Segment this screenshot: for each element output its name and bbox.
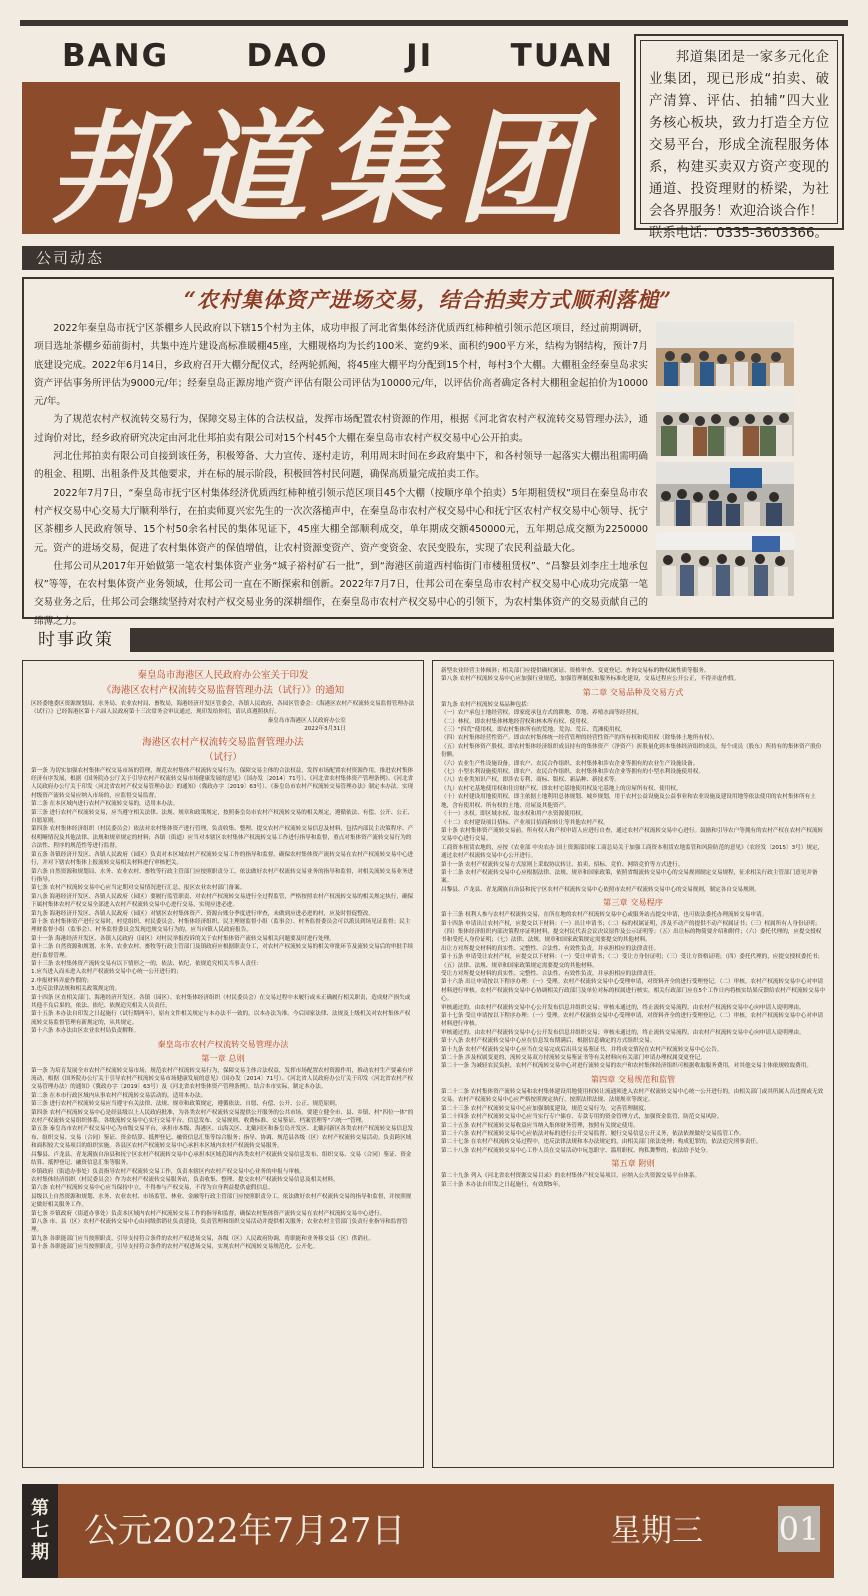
policy-paragraph: 第二条 在本市行政区域内从事农村产权流转交易活动的，适用本办法。 bbox=[31, 1092, 207, 1099]
policy-paragraph: 第二十四条 农村产权流转交易中心应当实行专户储存、专款专用的资金管理方式，加强资金监管，防范交易风险。 bbox=[441, 1114, 723, 1121]
policy-paragraph: 第十条 各职能部门应当按照职责，引导支持符合条件的农村产权进场交易，实现农村产权流转交易规范化、公开化。 bbox=[31, 1244, 319, 1251]
news-paragraph: 仕邦公司从2017年开始做第一笔农村集体资产业务“城子裕村矿石一批”，到“海港区前道西村临街门市楼租赁权”、“昌黎县刘李庄土地承包权”等等，在农村集体资产业务领域，仕邦公司一直在不断探索和创新。2022年7月7日，仕邦公司在秦皇岛市农村产权交易中心成功完成第一笔交易业务之后，仕邦公司会继续坚持对农村产权交易业务的深耕细作，在秦皇岛市农村产权交易中心的引领下，为农村集体资产的交易贡献自己的绵薄之力。 bbox=[34, 560, 648, 627]
policy-paragraph: 第九条 海港经济开发区、各镇人民政府（园区）对辖区农村集体资产、资源台账分季度进行审查，未做到应进必进的村，应及时督促整改。 bbox=[31, 910, 374, 917]
policy-paragraph: 县级以上自然资源和规划、水务、农业农村、市场监管、林业、金融等行政主管部门应按照职责分工，依法做好农村产权流转交易的指导和监督，并按照规定做好相关服务工作。 bbox=[31, 1193, 412, 1209]
policy-paragraph: 农村集体经济组织（村民委员会）作为农村产权流转交易服务站，负责收集、整理、提交农村产权流转交易信息及相关材料。 bbox=[31, 1176, 339, 1183]
policy-paragraph: 第四条 农村产权流转交易中心是经县级以上人民政府批准，为各类农村产权流转交易提供公开服务的公共市场。要建立健全市、县、乡镇、村“四位一体”的农村产权流转交易组织体系，各级流转交易中心实行交易平台、信息发布、交易规则、收费标准、交易鉴证、档案管理等“六统一”管理。 bbox=[31, 1109, 414, 1125]
publish-date: 公元2022年7月27日 bbox=[84, 1511, 406, 1551]
news-photos bbox=[656, 322, 794, 602]
latin-word: BANG bbox=[62, 38, 170, 74]
policy-paragraph: 第十四条 申请出让农村产权，应提交以下材料：（一）出让申请书；（二）标的权属证明，涉及不动产的提供不动产权属证书；（三）权属所有人身份证明；（四）集体经济组织内部决策程序证明材料，提交村民代表会议决议原件及公示证明等；（五）出让标的物简要介绍和附件；（六）委托代理的，应提交授权书和受托人身份证明；（七）法律、法规、规章和国家政策规定需要提交的其他材料。 bbox=[441, 920, 822, 944]
policy-paragraph: 审核通过的，由农村产权流转交易中心公开发布信息并组织交易；审核未通过的，终止流转交易流程，由农村产权流转交易中心向申请人说明理由。 bbox=[441, 1004, 805, 1011]
policy-heading: 第四章 交易规范和监管 bbox=[590, 1073, 676, 1084]
policy-paragraph: 第三条 进行农村产权流转交易，应当遵守相关法律、法规、规章和政策规定，按照秦皇岛市农村产权流转交易的相关规定，遵循依法、有偿、公开、公正、自愿原则。 bbox=[31, 809, 414, 825]
policy-heading: 秦皇岛市海港区人民政府办公室关于印发 bbox=[137, 670, 309, 681]
page-number: 01 bbox=[778, 1506, 820, 1552]
policy-paragraph: 第二十七条 在农村产权流转交易过程中，违反法律法规和本办法规定的，由相关部门依法处理；构成犯罪的，依法追究刑事责任。 bbox=[441, 1139, 762, 1146]
policy-paragraph: （十二）农村建设项目招标、产业项目招商和转让等其他农村产权。 bbox=[441, 819, 609, 826]
policy-paragraph: 第二十八条 农村产权流转交易中心工作人员在交易活动中玩忽职守、滥用职权、徇私舞弊的，依法给予处分。 bbox=[441, 1147, 712, 1154]
policy-paragraph: 3.违反法律法规和相关政策规定的。 bbox=[31, 986, 121, 993]
top-rule bbox=[20, 20, 848, 26]
policy-paragraph: 第二十二条 农村集体资产流转交易和农村集体建设用地使用权转让流通须进入农村产权流转交易中心统一公开进行的，由相关部门或其所属人员违规或无效交易。农村产权流转交易中心应严格按照规定执行，按照法律法规、法规规章等规定。 bbox=[441, 1088, 824, 1104]
news-paragraph: 为了规范农村产权流转交易行为，保障交易主体的合法权益，发挥市场配置农村资源的作用，根据《河北省农村产权流转交易管理办法》，通过询价对比，经乡政府研究决定由河北仕邦拍卖有限公司对15个村45个大棚在秦皇岛市农村产权交易中心公开拍卖。 bbox=[34, 414, 648, 444]
policy-paragraph: 第五条 各镇经济开发区、各镇人民政府（园区）负责对本区域农村产权流转交易工作的指导和监督，确保农村集体资产流转交易在农村产权流转交易中心进行，并对下辖农村集体上报流转交易相关材料进行审核把关。 bbox=[31, 851, 414, 867]
news-headline: “农村集体资产进场交易，结合拍卖方式顺利落槌” bbox=[183, 287, 673, 312]
policy-paragraph: 第三十条 本办法自印发之日起施行，有效期5年。 bbox=[441, 1181, 564, 1188]
policy-paragraph: 第十八条 农村产权流转交易中心应在信息发布期满后，根据信息确定的方式组织交易。 bbox=[441, 1038, 656, 1045]
policy-paragraph: 第十三条 农村集体资产流转交易有以下情形之一的，依法、依纪、依规追究相关当事人责任： bbox=[31, 960, 263, 967]
policy-paragraph: 第五条 秦皇岛市农村产权交易中心为市级交易平台，承担市本级、海港区、山海关区、北戴河区和秦皇岛开发区、北戴河新区各类农村产权流转交易信息发布、组织交易、交易（合同）鉴证、资金结算、抵押登记、融资信息汇集等综合服务；指导、协调、规范县各级（区）农村产权流转交易活动。负责跨区域和面积较大交易项目的组织实施。各县区农村产权流转交易中心承担本区域内农村产权流转交易服务。 bbox=[31, 1126, 414, 1150]
policy-paragraph: 1.应当进入而未进入农村产权流转交易中心统一公开进行的； bbox=[31, 969, 182, 976]
policy-paragraph: 昌黎县、卢龙县、青龙满族自治县和抚宁区农村产权流转交易中心依照市农村产权流转交易中心的交易规则，制定各自交易规则。 bbox=[441, 886, 760, 893]
policy-column-right bbox=[432, 660, 834, 1468]
policy-paragraph: （八）农业类知识产权。即涉农专利、商标、版权、新品种、新技术等。 bbox=[441, 777, 621, 784]
auction-photo bbox=[656, 392, 794, 456]
policy-paragraph: 第二十九条 列入《河北省农村资源交易目录》的农村集体产权交易项目，应纳入公共资源交易平台体系。 bbox=[441, 1173, 701, 1180]
policy-paragraph: 第十一条 海港经济开发区、各镇人民政府（园区）对村民举报投诉的关于农村集体资产流转交易相关问题要及时进行处理。 bbox=[31, 935, 335, 942]
policy-paragraph: 工商资本租赁农地的，应按《农业部 中央农办 国土资源部国家工商总局关于加强工商资本租赁农地监管和风险防范的意见》（农经发〔2015〕3号）规定，通过农村产权流转交易中心公开进行。 bbox=[441, 844, 824, 860]
policy-paragraph: （二）林权。即农村集体林地经营权和林木所有权、使用权。 bbox=[441, 718, 593, 725]
policy-paragraph: 受让方对所提交材料的真实性、完整性、合法性、有效性负责，并承担相应的法律责任。 bbox=[441, 971, 660, 977]
policy-heading: 第三章 交易程序 bbox=[603, 897, 663, 908]
policy-paragraph: 第十条 农村集体资产进行交易时，村党组织、村民委员会、村集体经济组织、民主理财监督小组（监事会）、村务监督委员会可以派员到场见证监督；民主理财监督小组（监事会）、村务监督委员会发现违规交易行为的，应当向镇人民政府报告。 bbox=[31, 918, 411, 934]
policy-paragraph: 第十一条 农村产权流转交易方式原则上采取协议转让、拍卖、招标、竞价、网络竞价等方式进行。 bbox=[441, 861, 684, 868]
policy-paragraph: 第八条 农村产权流转交易中心应加强行业规范，加强管理制度和服务标准化建设，交易过程应公开公正，不得弄虚作假。 bbox=[441, 676, 740, 683]
policy-paragraph: 第二十六条 农村产权流转交易中心应依法对标的进行公开交易监督，履行交易信息公开义务，依法依规做好交易监管工作。 bbox=[441, 1130, 745, 1137]
section-title-company-news: 公司动态 bbox=[22, 246, 118, 270]
policy-paragraph: 第八条 海港经济开发区、各镇人民政府（园区）要履行监管职责，对农村产权流转交易进行全过程监管，严格按照农村产权流转交易的相关规定执行，确保下属村集体农村产权交易全部进入农村产权流转交易中心进行交易，实现应进必进。 bbox=[31, 893, 414, 909]
issue-char: 七 bbox=[31, 1520, 49, 1541]
policy-paragraph: 第十五条 申请受让农村产权，应提交以下材料：（一）受让申请书；（二）受让方身份证明；（三）受让方资格证明；（四）委托代理的，应提交授权委托书；（五）法律、法规、规章和国家政策规定需要提交的其他材料。 bbox=[441, 954, 824, 969]
policy-paragraph: 新型农业经营主体倾斜；相关部门应提供确权颁证、资格审查、变更登记、查询交易标的物权属性质等服务。 bbox=[441, 668, 710, 674]
auction-photo bbox=[656, 462, 794, 526]
policy-paragraph: 第二十五条 农村产权流转交易收益应当纳入集体财务管理，按照有关规定使用。 bbox=[441, 1122, 639, 1129]
policy-paragraph: 第十七条 受让申请按以下程序办理：（一）受理。农村产权流转交易中心受理申请，对资料齐全的进行受理登记。（二）审核。农村产权流转交易中心对申请材料进行审核。 bbox=[441, 1013, 824, 1028]
latin-word: JI bbox=[406, 38, 434, 74]
policy-paragraph: 第十二条 自然资源和规划、水务、农业农村、畜牧等行政主管部门及镇政府应根据职责分工，对农村产权流转交易的相关审批环节及流转交易后的审批手续进行监督管理。 bbox=[31, 944, 414, 959]
news-paragraph: 2022年秦皇岛市抚宁区茶棚乡人民政府以下辖15个村为主体，成功申报了河北省集体经济优质西红柿种植引领示范区项目，经过前期调研，项目选址茶棚乡茹前街村，共集中连片建设高标准暖棚45座，大棚规格均为长约100米、宽约9米、面积约900平方米，结构为钢结构，预计7月底建设完成。2022年6月14日，乡政府召开大棚分配仪式，经两轮抓阄，将45座大棚平均分配到15个村，每村3个大棚。大棚租金经秦皇岛求实资产评估事务所评估为9000元/年；经秦皇岛正源房地产资产评估有限公司评估为10000元/年，以评估价高者确定各村大棚租金起拍价为10000元/年。 bbox=[34, 323, 648, 408]
policy-paragraph: （四）农村集体经营性资产。即由农村集体统一经营管理的经营性资产的所有权和使用权（除集体土地所有权）。 bbox=[441, 735, 718, 742]
policy-paragraph: （五）农村集体资产股权。即农村集体经济组织成员持有的集体资产（净资产）折股量化到本集体经济组织成员，每个成员（股东）所持有的集体资产股份份额。 bbox=[441, 743, 822, 759]
policy-heading: 秦皇岛市海港区人民政府办公室 bbox=[267, 717, 346, 724]
policy-paragraph: （十）农村建设用地使用权。即主依据土地利用总体规划、城乡规划，用于农村公益设施及公益事业和农业设施及建设用地等依法使用的农村集体所有土地，含有使用权、所有权的土地、房屋及其他资产。 bbox=[441, 794, 816, 809]
latin-word: TUAN bbox=[510, 38, 614, 74]
section-bar-company-news bbox=[22, 246, 834, 270]
policy-paragraph: 第二条 在本区域内进行农村产权流转交易的，适用本办法。 bbox=[31, 801, 179, 808]
policy-paragraph: 第三条 进行农村产权流转交易应当遵守有关法律、法规、规章和政策规定，遵循依法、自愿、有偿、公开、公正、规范原则。 bbox=[31, 1101, 341, 1108]
company-intro bbox=[640, 40, 838, 241]
policy-heading: 第一章 总则 bbox=[201, 1052, 245, 1063]
policy-paragraph: （九）农村宅基地使用权和住房财产权。即农村宅基地使用权及宅基地上的房屋所有权、使用权。 bbox=[441, 785, 682, 792]
policy-paragraph: 第十六条 出让申请按以下程序办理：（一）受理。农村产权流转交易中心受理申请，对资料齐全的进行受理登记。（二）审核。农村产权流转交易中心对申请材料进行审核。农村产权流转交易中心协调相关行政部门及单位对标的权属进行核实，相关行政部门应在5个工作日内将核实结果反馈给农村产权流转交易中心。 bbox=[441, 979, 825, 1003]
policy-paragraph: 第十三条 权利人参与农村产权流转交易，在所在地的农村产权流转交易中心或服务站点提交申请，也可依法委托办理流转交易申请。 bbox=[441, 912, 768, 919]
policy-paragraph: 乡镇政府（街道办事处）负责指导农村产权流转交易工作，负责本辖区内农村产权交易中心业务的申报与审核。 bbox=[31, 1168, 306, 1175]
policy-paragraph: 第八条 市、县（区）农村产权流转交易中心由同级供销社负责建设，负责管理和组织交易活动并提供相关服务；农业农村主管部门负责行业指导和监督管理。 bbox=[31, 1218, 408, 1234]
intro-text: 邦道集团是一家多元化企业集团，现已形成“拍卖、破产清算、评估、拍辅”四大业务核心板块，致力打造全方位交易平台，形成全流程服务体系，构建买卖双方资产变现的通道、投资理财的桥梁，为社会各界服务！欢迎洽谈合作！ bbox=[649, 50, 829, 219]
policy-area bbox=[22, 660, 834, 1468]
policy-paragraph: 第十条 农村集体资产流转交易前，所有权人和产权申请人应进行自查，通过农村产权流转交易中心进行。鼓励和引导农户等拥有的农村产权在农村产权流转交易中心进行交易。 bbox=[441, 827, 824, 843]
policy-paragraph: 第十六条 本办法由区农业农村局负责解释。 bbox=[31, 1028, 140, 1035]
auction-photo bbox=[656, 532, 794, 596]
policy-heading: 2022年3月31日 bbox=[304, 726, 346, 733]
issue-number bbox=[22, 1484, 58, 1578]
policy-heading: （试行） bbox=[203, 751, 242, 763]
policy-paragraph: 第四条 农村集体经济组织（村民委员会）依法对农村集体资产进行管理，负责收集、整理、提交农村产权流转交易信息及材料，包括内部民主决策程序、产权明晰情况及其他法律、法规和规章规定的材料；各镇（街道）应当对本辖区农村集体产权流转交易工作进行指导和监督，重点对集体资产流转交易行为的合法性、程序的规范性等进行监督。 bbox=[31, 826, 414, 850]
policy-heading: 第二章 交易品种及交易方式 bbox=[582, 686, 684, 697]
policy-paragraph: 审核通过的，由农村产权流转交易中心公开发布信息并组织交易；审核未通过的，终止流转交易流程，由农村产权流转交易中心向申请人说明理由。 bbox=[441, 1029, 805, 1036]
policy-paragraph: 第六条 农村产权流转交易中心应当保持中立，不得参与产权交易，不得为自身利益提供虚假信息。 bbox=[31, 1185, 274, 1192]
news-body bbox=[34, 320, 648, 631]
company-intro-box bbox=[634, 34, 844, 241]
issue-char: 第 bbox=[31, 1498, 49, 1519]
issue-char: 期 bbox=[31, 1542, 49, 1563]
policy-paragraph: 第六条 自然资源和规划局、水务、农业农村、畜牧等行政主管部门应按照职责分工，依法做好农村产权流转交易业务的指导和监督，对相关流转交易业务进行指导。 bbox=[31, 868, 414, 883]
policy-paragraph: （六）农业生产性设施设备。即农户、农民合作组织、农村集体和涉农企业等拥有的农业生产设施设备。 bbox=[441, 760, 699, 767]
policy-paragraph: 第九条 各职能部门应当按照职责，引导支持符合条件的农村产权进场交易，各级（区）人民政府协调，将职能和业务移交县（区）供销社。 bbox=[31, 1235, 374, 1242]
news-paragraph: 2022年7月7日，“秦皇岛市抚宁区村集体经济优质西红柿种植引领示范区项目45个大棚（按顺序单个拍卖）5年期租赁权”项目在秦皇岛市农村产权交易中心交易大厅顺利举行，在拍卖师夏兴宏先生的一次次落槌声中，在秦皇岛市农村产权交易中心和抚宁区农村产权交易中心领导、抚宁区茶棚乡人民政府领导、15个村50余名村民的集体见证下，45座大棚全部顺利成交，单年期成交额450000元，五年期总成交额为2250000元。资产的进场交易，促进了农村集体资产的保值增值，让农村资源变资产、资产变资金、农民变股东，实现了农民利益最大化。 bbox=[34, 487, 648, 554]
policy-paragraph: 出让方对所提交材料的真实性、完整性、合法性、有效性负责，并承担相应的法律责任。 bbox=[441, 945, 660, 952]
policy-paragraph: 第十五条 本办法自印发之日起施行（试行期两年），原有文件相关规定与本办法不一致的，以本办法为准。今后国家法律、法规及上级机关对农村集体产权流转交易监督管理有新规定的，从其规定。 bbox=[31, 1011, 411, 1026]
policy-heading: 《海港区农村产权流转交易监督管理办法（试行）》的通知 bbox=[101, 685, 345, 696]
news-paragraph: 河北仕邦拍卖有限公司自接到该任务，积极筹备、大力宣传、逐村走访，利用周末时间在乡政府集中下，和各村领导一起落实大棚出租需明确的租金、租期、出租条件及其他要求，并在标的展示阶段，积极回答村民问题，确保高质量完成拍卖工作。 bbox=[34, 451, 648, 481]
policy-column-left bbox=[22, 660, 424, 1468]
section-title-policy: 时事政策 bbox=[22, 628, 130, 652]
policy-paragraph: 第二十一条 为减轻农民负担，农村产权流转交易中心对进行流转交易的农户和农村集体经济组织可根据收取服务费用，对其他交易主体依规收取费用。 bbox=[441, 1063, 812, 1070]
policy-paragraph: 昌黎县、卢龙县、青龙满族自治县和抚宁区农村产权流转交易中心承担本区域范围内各类农村产权流转交易信息发布、组织交易、交易（合同）鉴证、资金结算、抵押登记、融资信息汇集等服务。 bbox=[31, 1151, 412, 1167]
policy-paragraph: 第七条 农村产权流转交易中心应当定期对交易情况进行汇总，报区农业农村部门备案。 bbox=[31, 885, 246, 892]
policy-paragraph: 第二十条 涉及权属变更的，流转交易双方持流转交易鉴证书等有关材料向有关部门申请办理权属变更登记。 bbox=[441, 1055, 706, 1062]
latin-word: DAO bbox=[246, 38, 329, 74]
policy-paragraph: （三）“四荒”使用权。即农村集体所有的荒地、荒沟、荒丘、荒滩使用权。 bbox=[441, 727, 626, 734]
auction-photo bbox=[656, 322, 794, 386]
policy-heading: 海港区农村产权流转交易监督管理办法 bbox=[142, 736, 304, 748]
policy-heading: 秦皇岛市农村产权流转交易管理办法 bbox=[157, 1038, 289, 1049]
policy-paragraph: 第一条 为培育发展全市农村产权流转交易市场，规范农村产权流转交易行为，保障交易主体合法权益，发挥市场配置农村资源作用，推动农村生产要素有序流动，根据《国务院办公厅关于引导农村产权流转交易市场健康发展的意见》（国办发〔2014〕71号）、《河北省人民政府办公厅关于印发〈河北省农村产权交易管理办法〉的通知》（冀政办字〔2019〕63号）及《河北省农村集体资产管理条例》，结合本市实际，制定本办法。 bbox=[31, 1067, 414, 1091]
company-logo: 邦道集团 bbox=[49, 97, 593, 240]
policy-paragraph: 第二十三条 农村产权流转交易中心应加强制度建设，规范交易行为，完善管理制度。 bbox=[441, 1105, 650, 1112]
policy-paragraph: 第七条 乡镇政府（街道办事处）负责本区域内农村产权流转交易工作的指导和监督，确保农村集体资产流转交易在农村产权流转交易中心进行。 bbox=[31, 1210, 386, 1217]
contact-phone: 联系电话：0335-3603366。 bbox=[649, 226, 828, 241]
policy-paragraph: （七）小型水利设施使用权。即农户、农民合作组织、农村集体和涉农企业等拥有的小型水利设施使用权。 bbox=[441, 769, 704, 776]
policy-heading: 第五章 附则 bbox=[611, 1158, 655, 1169]
policy-paragraph: 第十四条 区直相关部门、海港经济开发区、各镇（园区）、农村集体经济组织（村民委员会）在交易过程中未履行或未正确履行相关职责，造成财产损失或其他不良后果的，依法、依纪、依规追究相关人员责任。 bbox=[31, 994, 411, 1009]
policy-paragraph: 2.申报材料弄虚作假的； bbox=[31, 977, 93, 984]
policy-paragraph: （一）农户承包土地经营权。即家庭承包方式的耕地、草地、养殖水面等经营权。 bbox=[441, 710, 643, 717]
policy-paragraph: （十一）水权。即区域水权、取水权和用户水资源使用权。 bbox=[441, 811, 587, 818]
policy-paragraph: 区经委地委区资源规划局、水务局、农业农村局、畜牧局，海港经济开发区管委会，各镇人民政府，各园区管委会：《海港区农村产权流转交易监督管理办法（试行）》已经海港区第十六届人民政府第十三次常务会审议通过，现印发给你们，请认真遵照执行。 bbox=[31, 701, 415, 716]
policy-paragraph: 第九条 农村产权流转交易品种包括： bbox=[441, 701, 533, 708]
weekday: 星期三 bbox=[610, 1513, 703, 1549]
section-bar-policy bbox=[22, 628, 834, 652]
policy-paragraph: 第十九条 农村产权流转交易中心应当在交易完成后出具交易鉴证书，并将成交情况在农村产权流转交易中心公告。 bbox=[441, 1046, 723, 1053]
policy-paragraph: 第十二条 农村产权流转交易中心应根据法律、法规、规章和国家政策，依照省级流转交易中心的交易规则制定交易规程，征求相关行政主管部门意见并备案。 bbox=[441, 869, 818, 885]
policy-paragraph: 第一条 为切实加强农村集体产权交易市场的管理，规范农村集体产权流转交易行为，保障交易主体的合法权益，发挥市场配置农村资源作用，推进农村集体经济有序发展，根据《国务院办公厅关于引导农村产权流转交易市场健康发展的意见》（国办发〔2014〕71号）、《河北省农村集体资产管理条例》、《河北省人民政府办公厅关于印发〈河北省农村产权交易管理办法〉的通知》（冀政办字〔2019〕63号）、《秦皇岛市农村产权流转交易管理办法》制定本办法。实现村级资产流转交易应纳入市场的，应监督交易监督。 bbox=[31, 767, 414, 799]
